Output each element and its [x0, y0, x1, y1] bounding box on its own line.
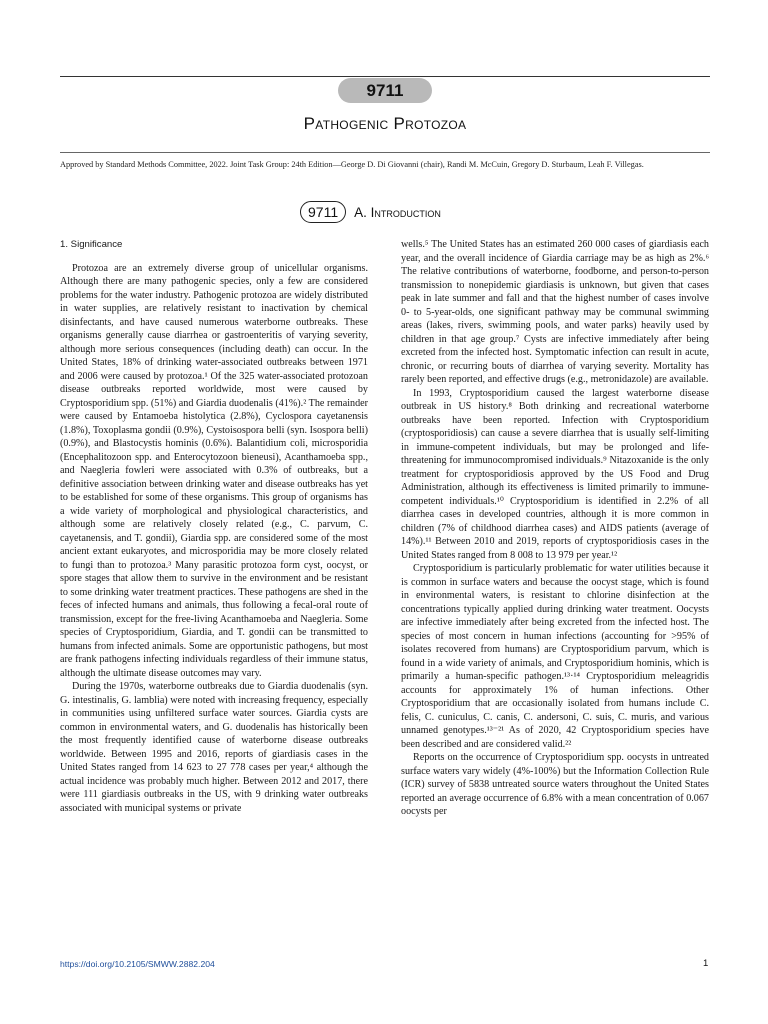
paragraph: wells.⁵ The United States has an estimated 260 000 cases of giardiasis each year, and the overall incidence of Giardia carriage may be as high as 2%.⁶ The relative contributions of waterborne, foodborne, and person-to-person transmission to nonepidemic giardiasis is unknown, but given that cases peak in late summer and fall and that the highest number of cases involve 0- to 5-year-olds, one significant pathway may be communal swimming areas (lakes, rivers, swimming pools, and water parks) heavily used by children in that age group.⁷ Cysts are infective immediately after being excreted from the infected host. Symptomatic infection can result in acute, chronic, or recurring bouts of diarrhea of varying severity. Mortality has rarely been reported, and effective drugs (e.g., metronidazole) are available.: [401, 239, 709, 385]
approval-note: Approved by Standard Methods Committee, 2022. Joint Task Group: 24th Edition—George D. Di Giovanni (chair), Randi M. McCuin, Gregory D. Sturbaum, Leah F. Villegas.: [60, 160, 644, 169]
top-rule: [60, 76, 710, 77]
paragraph: In 1993, Cryptosporidium caused the largest waterborne disease outbreak in US history.⁸ Both drinking and recreational waterborne outbreaks have been reported. Infection with Cryptosporidium (cryptosporidiosis) can cause a severe diarrhea that is usually self-limiting in immune-competent individuals, but may be prolonged and life-threatening for immunocompromised individuals.⁹ Nitazoxanide is the only treatment for cryptosporidiosis approved by the US Food and Drug Administration, although its effectiveness is limited primarily to immune-competent individuals.¹⁰ Cryptosporidium is identified in 2.2% of all diarrhea cases in developed countries, although it is more common in children (7% of childhood diarrhea cases) and AIDS patients (average of 14%).¹¹ Between 2010 and 2019, reports of cryptosporidiosis cases in the United States ranged from 8 008 to 13 979 per year.¹²: [401, 387, 709, 561]
section-title: A. Introduction: [354, 204, 441, 220]
subsection-heading: 1. Significance: [60, 239, 123, 250]
section-code-badge: 9711: [300, 201, 346, 223]
section-heading: [300, 200, 441, 224]
paragraph: During the 1970s, waterborne outbreaks due to Giardia duodenalis (syn. G. intestinalis, G. lamblia) were noted with increasing frequency, especially in communities using unfiltered surface water sources. Giardia cysts are common in environmental waters, and G. duodenalis has historically been the most frequently identified cause of waterborne disease outbreaks worldwide. Between 1995 and 2016, reports of giardiasis cases in the United States ranged from 14 623 to 27 778 cases per year,⁴ although the actual incidence was probably much higher. Between 2012 and 2017, there were 111 giardiasis outbreaks in the US, with 9 drinking water outbreaks associated with municipal systems or private: [60, 681, 368, 814]
paragraph: Cryptosporidium is particularly problematic for water utilities because it is common in surface waters and because the oocyst stage, which is found in environmental waters, is resistant to chlorine disinfection at the concentrations typically applied during drinking water treatment. Oocysts are infective immediately after being excreted from the infected host. The species of most concern in human infections (accounting for >95% of isolates recovered from humans) are Cryptosporidium parvum, which is found in a wide variety of animals, and Cryptosporidium hominis, which is primarily a human-specific pathogen.¹³·¹⁴ Cryptosporidium meleagridis accounts for approximately 1% of human infections. Other Cryptosporidium that are occasionally isolated from humans include C. felis, C. cuniculus, C. canis, C. andersoni, C. suis, C. muris, and various unnamed genotypes.¹³⁻²¹ As of 2020, 42 Cryptosporidium species have been described and are considered valid.²²: [401, 563, 709, 750]
page-number: 1: [703, 958, 709, 969]
doi-link[interactable]: https://doi.org/10.2105/SMWW.2882.204: [60, 959, 215, 969]
paragraph: Protozoa are an extremely diverse group of unicellular organisms. Although there are many pathogenic species, only a few are considered problems for the water industry. Pathogenic protozoa are widely distributed in water supplies, are relatively resistant to inactivation by chemical disinfectants, and have caused numerous waterborne outbreaks. These organisms generally cause diarrhea or gastroenteritis of varying severity, although more serious consequences (including death) can occur. In the United States, 18% of drinking water-associated outbreaks between 1971 and 2006 were caused by protozoa.¹ Of the 325 water-associated protozoan disease outbreaks reported worldwide, most were caused by Cryptosporidium spp. (51%) and Giardia duodenalis (41%).² The remainder were caused by Entamoeba histolytica (2.8%), Cyclospora cayetanensis (1.8%), Toxoplasma gondii (0.9%), Cystoisospora belli (syn. Isospora belli) (0.9%), and Blastocystis hominis (0.6%). Balantidium coli, microsporidia (Encephalitozoon spp. and Enterocytozoon bieneusi), Acanthamoeba spp., and Naegleria fowleri were associated with 0.3% of outbreaks, but a definitive association between drinking water and disease outbreaks has yet to be established for some of these organisms. This group of organisms has a wide variety of morphological and physiological characteristics, and although some are relatively closely related (e.g., C. parvum, C. cayetanensis, and T. gondii), Giardia spp. are considered some of the most ancient extant eukaryotes, and microsporidia may be more closely related to fungi than to protozoa.³ Many parasitic protozoa form cyst, oocyst, or spore stages that allow them to survive in the environment and be resistant to some drinking water treatment practices. These pathogens are shed in the feces of infected humans and animals, thus following a fecal-oral route of transmission, except for the free-living Acanthamoeba and Naegleria. Some species of Cryptosporidium, Giardia, and T. gondii can be transmitted to humans from infected animals. Some are opportunistic pathogens, but most are frank pathogens infecting individuals regardless of their immune status, although the ultimate disease outcomes may vary.: [60, 262, 368, 679]
left-column: [60, 238, 368, 815]
method-code-badge: 9711: [338, 78, 432, 103]
paragraph: Reports on the occurrence of Cryptosporidium spp. oocysts in untreated surface waters vary widely (4%-100%) but the Information Collection Rule (ICR) survey of 5838 untreated source waters throughout the United States reported an average occurrence of 6.8% with a mean concentration of 0.067 oocysts per: [401, 752, 709, 817]
page-title: Pathogenic Protozoa: [303, 114, 467, 133]
approval-rule: [60, 152, 710, 153]
right-column: [401, 238, 709, 819]
